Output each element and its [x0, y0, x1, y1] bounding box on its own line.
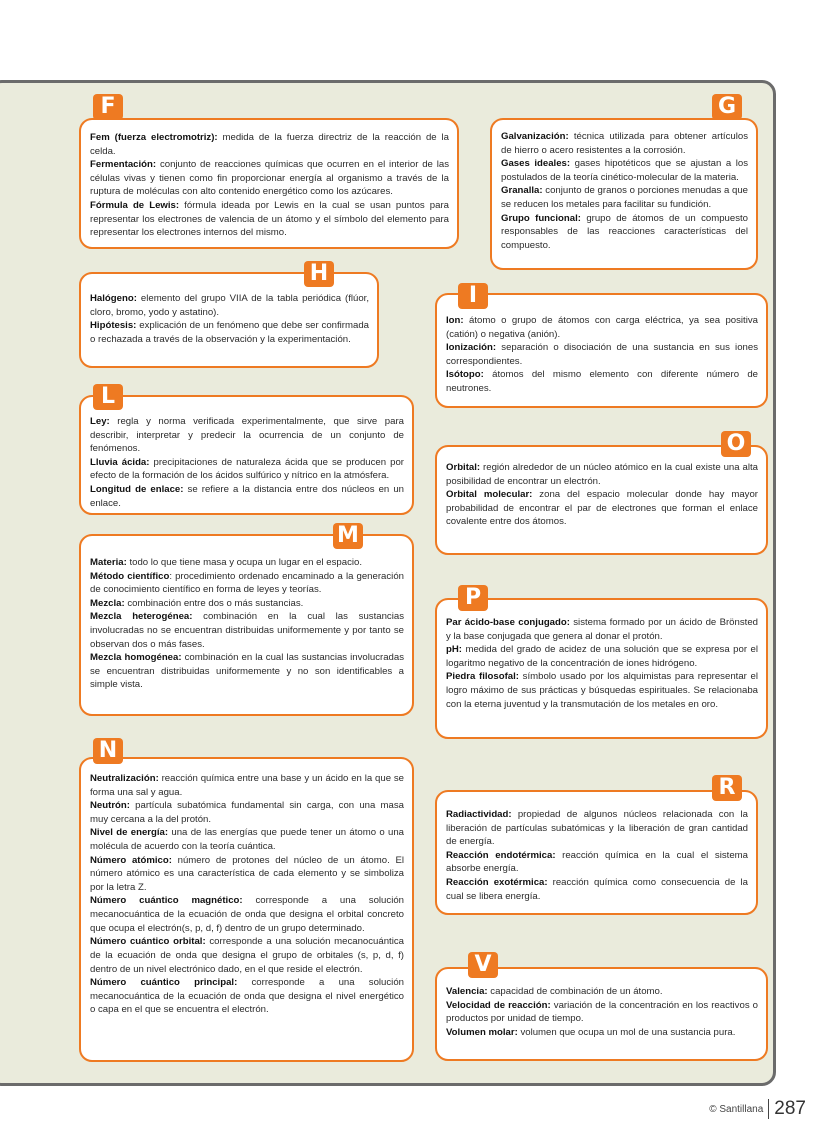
glossary-term: Materia:: [90, 557, 127, 568]
page-number: 287: [768, 1099, 806, 1119]
glossary-term: Método científico: [90, 570, 170, 582]
glossary-term: Número cuántico orbital:: [90, 936, 206, 948]
glossary-entry: [90, 319, 369, 346]
glossary-term: Granalla:: [501, 185, 543, 197]
glossary-definition: símbolo usado por los alquimistas para representar el logro máximo de sus prácticas y búsquedas espirituales. Se relacionaba con la eterna juventud y la transmutación de los metales en oro.: [446, 671, 758, 710]
glossary-definition: corresponde a una solución mecanocuántica de la ecuación de onda que designa el nivel energético o capa en el que se encuentra el electrón.: [90, 977, 404, 1016]
glossary-entry: [90, 894, 404, 935]
letter-r-badge: R: [712, 775, 742, 801]
glossary-entry: [90, 131, 449, 158]
letter-f-badge: F: [93, 94, 123, 120]
glossary-entry: [446, 368, 758, 395]
glossary-term: Gases ideales:: [501, 158, 571, 170]
glossary-definition: fórmula ideada por Lewis en la cual se usan puntos para representar los electrones de valencia de un átomo y el símbolo del elemento para representar los electrones internos del mismo.: [90, 200, 449, 239]
glossary-entry: [90, 483, 404, 510]
glossary-entry: [90, 610, 404, 651]
glossary-term: Volumen molar:: [446, 1026, 518, 1038]
glossary-entry: [446, 488, 758, 529]
glossary-definition: elemento del grupo VIIA de la tabla periódica (flúor, cloro, bromo, yodo y astatino).: [90, 293, 369, 318]
glossary-entry: [90, 556, 404, 570]
glossary-definition: propiedad de algunos núcleos relacionada con la liberación de partículas subatómicas y la liberación de gran cantidad de energía.: [446, 809, 748, 848]
glossary-entry: [90, 935, 404, 976]
glossary-definition: reacción química en la cual el sistema absorbe energía.: [446, 849, 748, 875]
glossary-term: Fermentación:: [90, 159, 157, 171]
glossary-term: Par ácido-base conjugado:: [446, 617, 570, 628]
glossary-definition: regla y norma verificada experimentalmente, que sirve para describir, interpretar y predecir la ocurrencia de un conjunto de fenómenos.: [90, 416, 404, 455]
glossary-entry: [446, 876, 748, 903]
glossary-definition: volumen que ocupa un mol de una sustancia pura.: [517, 1026, 736, 1038]
glossary-term: Radiactividad:: [446, 809, 512, 820]
glossary-definition: combinación entre dos o más sustancias.: [124, 597, 304, 609]
glossary-term: Grupo funcional:: [501, 212, 581, 224]
glossary-entry: [90, 158, 449, 199]
glossary-entry: [90, 415, 404, 456]
glossary-definition: número de protones del núcleo de un átomo. El número atómico es una característica de cada elemento y se simboliza por la letra Z.: [90, 854, 404, 893]
glossary-definition: separación o disociación de una sustancia en sus iones correspondientes.: [446, 342, 758, 367]
glossary-term: Orbital:: [446, 462, 481, 473]
glossary-term: Neutralización:: [90, 773, 159, 784]
glossary-definition: conjunto de granos o porciones menudas a que se reducen los metales para facilitar su fundición.: [501, 185, 748, 211]
glossary-term: Lluvia ácida:: [90, 456, 150, 468]
glossary-entry: [446, 808, 748, 849]
glossary-entry: [446, 849, 748, 876]
glossary-term: Reacción endotérmica:: [446, 849, 556, 861]
glossary-term: Piedra filosofal:: [446, 671, 519, 683]
glossary-term: Orbital molecular:: [446, 489, 533, 501]
glossary-definition: reacción química como consecuencia de la cual se libera energía.: [446, 877, 748, 902]
glossary-term: Neutrón:: [90, 800, 130, 812]
section-n-box: [79, 757, 414, 1062]
glossary-entry: [501, 212, 748, 253]
glossary-entry: [90, 854, 404, 895]
section-v-box: [435, 967, 768, 1061]
glossary-entry: [90, 456, 404, 483]
glossary-entry: [90, 976, 404, 1017]
glossary-entry: [446, 643, 758, 670]
section-g-box: [490, 118, 758, 270]
glossary-term: Velocidad de reacción:: [446, 999, 551, 1011]
glossary-term: Número cuántico magnético:: [90, 895, 243, 907]
letter-p-badge: P: [458, 585, 488, 611]
glossary-definition: una de las energías que puede tener un átomo o una molécula de acuerdo con la teoría cuántica.: [90, 827, 405, 853]
glossary-entry: [90, 199, 449, 240]
glossary-entry: [501, 157, 748, 184]
letter-v-badge: V: [468, 952, 498, 978]
section-l-box: [79, 395, 414, 515]
glossary-term: Longitud de enlace:: [90, 484, 184, 496]
section-h-box: [79, 272, 379, 368]
glossary-term: Ionización:: [446, 342, 497, 354]
glossary-entry: [501, 184, 748, 211]
glossary-definition: sistema formado por un ácido de Brönsted y la base conjugada que genera al donar el protón.: [446, 617, 758, 642]
glossary-entry: [446, 616, 758, 643]
glossary-definition: combinación en la cual las sustancias involucradas no se encuentran distribuidas uniformemente y por tanto se observan dos o más fases.: [90, 611, 404, 650]
glossary-term: Fem (fuerza electromotriz):: [90, 132, 218, 143]
glossary-term: Nivel de energía:: [90, 827, 169, 839]
letter-h-badge: H: [304, 261, 334, 287]
letter-g-badge: G: [712, 94, 742, 120]
glossary-definition: gases hipotéticos que se ajustan a los postulados de la teoría cinético-molecular de la materia.: [501, 158, 748, 183]
letter-l-badge: L: [93, 384, 123, 410]
page-footer: [709, 1099, 806, 1119]
glossary-definition: grupo de átomos de un compuesto responsables de las reacciones características del compuesto.: [501, 212, 748, 251]
glossary-definition: combinación en la cual las sustancias involucradas se encuentran distribuidas uniformemente y no son identificables a simple vista.: [90, 652, 404, 691]
glossary-definition: se refiere a la distancia entre dos núcleos en un enlace.: [90, 484, 404, 509]
section-i-box: [435, 293, 768, 408]
glossary-entry: [446, 670, 758, 711]
glossary-entry: [446, 461, 758, 488]
letter-i-badge: I: [458, 283, 488, 309]
section-m-box: [79, 534, 414, 716]
glossary-entry: [90, 826, 404, 853]
letter-n-badge: N: [93, 738, 123, 764]
glossary-entry: [446, 985, 758, 999]
glossary-term: Reacción exotérmica:: [446, 877, 548, 889]
glossary-entry: [446, 1026, 758, 1040]
glossary-definition: medida de la fuerza directriz de la reacción de la celda.: [90, 132, 449, 157]
glossary-definition: región alrededor de un núcleo atómico en la cual existe una alta posibilidad de encontrar un electrón.: [446, 462, 758, 487]
glossary-definition: medida del grado de acidez de una solución que se expresa por el logaritmo negativo de la concentración de iones hidrógeno.: [446, 644, 758, 669]
glossary-definition: variación de la concentración en los reactivos o productos por unidad de tiempo.: [446, 999, 758, 1025]
glossary-definition: partícula subatómica fundamental sin carga, con una masa muy cercana a la del protón.: [90, 800, 404, 825]
glossary-entry: [90, 651, 404, 692]
glossary-term: Fórmula de Lewis:: [90, 200, 180, 212]
section-p-box: [435, 598, 768, 739]
glossary-entry: [90, 597, 404, 611]
glossary-definition: todo lo que tiene masa y ocupa un lugar en el espacio.: [126, 557, 363, 568]
publisher-label: © Santillana: [709, 1103, 764, 1115]
glossary-entry: [90, 799, 404, 826]
glossary-definition: corresponde a una solución mecanocuántica de la ecuación de onda que designa el orbital concreto que ocupa el electrón(s, p, d, f) dentro de un grupo determinado.: [90, 895, 404, 934]
section-f-box: [79, 118, 459, 249]
glossary-definition: capacidad de combinación de un átomo.: [487, 986, 663, 997]
glossary-definition: reacción química entre una base y un ácido en la que se forma una sal y agua.: [90, 773, 404, 798]
glossary-entry: [90, 570, 404, 597]
glossary-term: Número atómico:: [90, 854, 172, 866]
glossary-term: pH:: [446, 644, 462, 656]
glossary-term: Mezcla heterogénea:: [90, 611, 193, 623]
glossary-definition: precipitaciones de naturaleza ácida que se producen por efecto de la formación de los ácidos sulfúrico y nítrico en la atmósfera.: [90, 456, 404, 482]
letter-m-badge: M: [333, 523, 363, 549]
glossary-entry: [446, 314, 758, 341]
glossary-entry: [90, 772, 404, 799]
glossary-entry: [501, 130, 748, 157]
glossary-entry: [446, 999, 758, 1026]
letter-o-badge: O: [721, 431, 751, 457]
glossary-definition: átomo o grupo de átomos con carga eléctrica, ya sea positiva (catión) o negativa (anión).: [446, 315, 758, 340]
glossary-definition: técnica utilizada para obtener artículos de hierro o acero resistentes a la corrosión.: [501, 131, 748, 156]
glossary-definition: conjunto de reacciones químicas que ocurren en el interior de las células vivas y tienen como fin proporcionar energía al organismo a través de la ruptura de moléculas con alto contenido energético como los azúcares.: [90, 159, 449, 198]
section-r-box: [435, 790, 758, 915]
glossary-term: Halógeno:: [90, 293, 137, 304]
glossary-definition: átomos del mismo elemento con diferente número de neutrones.: [446, 369, 758, 395]
glossary-term: Mezcla homogénea:: [90, 652, 182, 664]
glossary-term: Ley:: [90, 416, 110, 427]
glossary-definition: zona del espacio molecular donde hay mayor probabilidad de encontrar el par de electrones que forman el enlace covalente entre dos átomos.: [446, 489, 758, 528]
glossary-entry: [90, 292, 369, 319]
glossary-definition: : procedimiento ordenado encaminado a la generación de conocimiento científico en forma de leyes y teorías.: [90, 570, 404, 596]
glossary-term: Ion:: [446, 315, 464, 326]
glossary-term: Isótopo:: [446, 369, 484, 381]
glossary-entry: [446, 341, 758, 368]
glossary-term: Valencia:: [446, 986, 488, 997]
glossary-term: Hipótesis:: [90, 320, 137, 332]
section-o-box: [435, 445, 768, 555]
glossary-term: Galvanización:: [501, 131, 569, 142]
glossary-definition: corresponde a una solución mecanocuántica de la ecuación de onda que designa el grupo de orbitales (s, p, d, f) dentro de un nivel electrónico dado, en el que reside el electrón.: [90, 936, 404, 975]
glossary-term: Mezcla:: [90, 597, 125, 609]
glossary-term: Número cuántico principal:: [90, 977, 238, 989]
glossary-definition: explicación de un fenómeno que debe ser confirmada o rechazada a través de la observación y la experimentación.: [90, 320, 369, 345]
